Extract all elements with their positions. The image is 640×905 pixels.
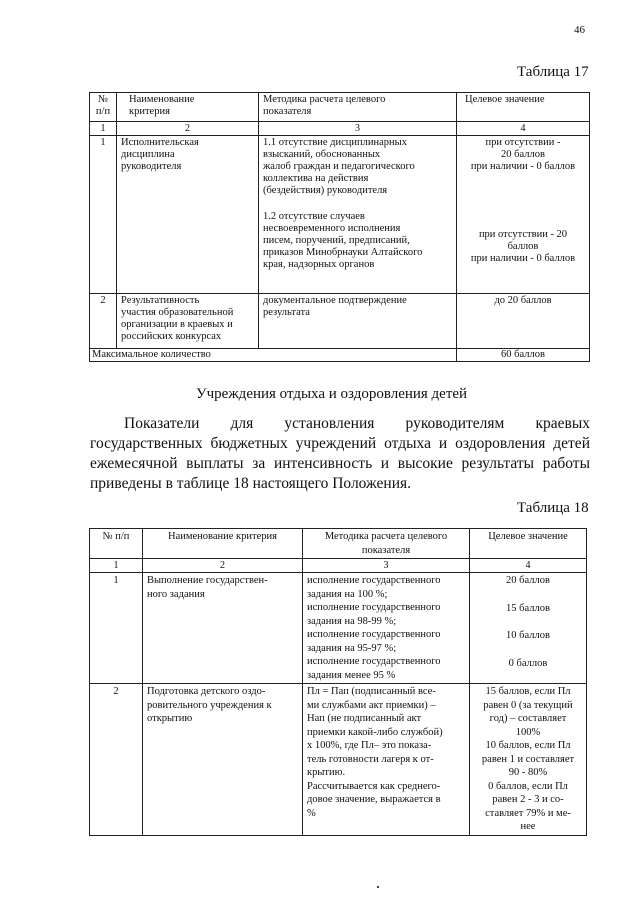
header-cell: № п/п: [90, 93, 117, 122]
criterion-cell: Исполнительская дисциплина руководителя: [117, 136, 259, 294]
header-cell: № п/п: [90, 529, 143, 559]
row-number: 2: [90, 294, 117, 349]
col-number: 4: [470, 559, 587, 573]
total-value: 60 баллов: [457, 349, 590, 362]
method-cell: исполнение государственного задания на 100 %; исполнение государственного задания на 98-99 %; исполнение государственного задания на 95-97 %; исполнение государственного задания менее 95 %: [303, 573, 470, 684]
header-cell: Методика расчета целевого показателя: [259, 93, 457, 122]
page-number: 46: [574, 24, 585, 36]
table-17: [89, 92, 590, 362]
total-label: Максимальное количество: [90, 349, 457, 362]
table17-caption: Таблица 17: [517, 64, 589, 80]
col-number: 3: [303, 559, 470, 573]
col-number: 2: [117, 122, 259, 136]
section-title: Учреждения отдыха и оздоровления детей: [196, 386, 468, 402]
column-number-row: [90, 559, 587, 573]
table-18: [89, 528, 587, 836]
row-number: 1: [90, 573, 143, 684]
header-cell: Целевое значение: [470, 529, 587, 559]
col-number: 1: [90, 559, 143, 573]
column-number-row: [90, 122, 590, 136]
row-number: 1: [90, 136, 117, 294]
col-number: 3: [259, 122, 457, 136]
method-cell: документальное подтверждение результата: [259, 294, 457, 349]
table18-caption: Таблица 18: [517, 500, 589, 516]
row-number: 2: [90, 684, 143, 836]
header-cell: Наименование критерия: [117, 93, 259, 122]
target-cell: до 20 баллов: [457, 294, 590, 349]
col-number: 1: [90, 122, 117, 136]
header-cell: Методика расчета целевого показателя: [303, 529, 470, 559]
table-row: [90, 684, 587, 836]
method-cell: 1.1 отсутствие дисциплинарных взысканий, обоснованных жалоб граждан и педагогического коллектива на действия (бездействия) руководителя 1.2 отсутствие случаев несвоевременного исполнения писем, поручений, предписаний, приказов Минобрнауки Алтайского края, надзорных органов: [259, 136, 457, 294]
col-number: 4: [457, 122, 590, 136]
method-cell: Пл = Пап (подписанный все- ми службами акт приемки) – Нап (не подписанный акт приемки какой-либо службой) х 100%, где Пл– это показа- тель готовности лагеря к от- крытию. Рассчитывается как среднего- довое значение, выражается в %: [303, 684, 470, 836]
target-cell: 15 баллов, если Пл равен 0 (за текущий год) – составляет 100% 10 баллов, если Пл равен 1 и составляет 90 - 80% 0 баллов, если Пл равен 2 - 3 и со- ставляет 79% и ме- нее: [470, 684, 587, 836]
header-cell: Целевое значение: [457, 93, 590, 122]
header-cell: Наименование критерия: [143, 529, 303, 559]
intro-paragraph: Показатели для установления руководителям краевых государственных бюджетных учреждений отдыха и оздоровления детей ежемесячной выплаты за интенсивность и высокие результаты работы приведены в таблице 18 настоящего Положения.: [90, 415, 590, 492]
criterion-cell: Выполнение государствен- ного задания: [143, 573, 303, 684]
criterion-cell: Подготовка детского оздо- ровительного учреждения к открытию: [143, 684, 303, 836]
criterion-cell: Результативность участия образовательной организации в краевых и российских конкурсах: [117, 294, 259, 349]
table-row: [90, 573, 587, 684]
table-header-row: [90, 93, 590, 122]
col-number: 2: [143, 559, 303, 573]
target-cell: 20 баллов 15 баллов 10 баллов 0 баллов: [470, 573, 587, 684]
table-header-row: [90, 529, 587, 559]
total-row: [90, 349, 590, 362]
target-cell: при отсутствии - 20 баллов при наличии - 0 баллов при отсутствии - 20 баллов при наличии - 0 баллов: [457, 136, 590, 294]
table-row: [90, 136, 590, 294]
table-row: [90, 294, 590, 349]
scan-speck: [377, 886, 379, 888]
